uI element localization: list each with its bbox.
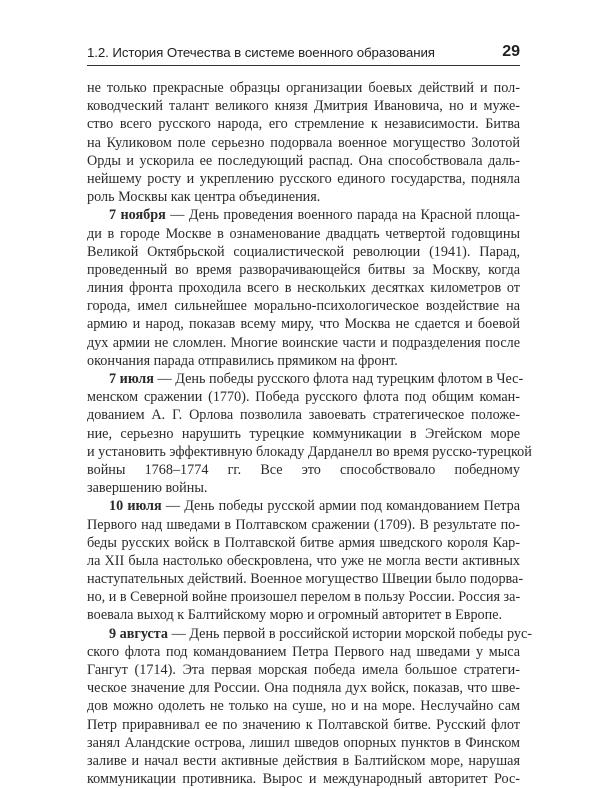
intro-paragraph <box>87 79 520 206</box>
text-line: заливе и начал вести активные действия в Балтийском море, нарушая <box>87 752 520 769</box>
text-line: ческое значение для России. Она подняла дух войск, показав, что шве- <box>87 680 520 697</box>
text-line: не только прекрасные образцы организации боевых действий и пол- <box>87 80 520 96</box>
text-line: Великой Октябрьской социалистической революции (1941). Парад, <box>87 243 520 260</box>
entry-date: 7 ноября <box>109 207 166 224</box>
text-line: ского флота под командованием Петра Первого над шведами у мыса <box>87 643 520 660</box>
text-line: дух армии не сломлен. Многие воинские части и подразделения после <box>87 334 520 351</box>
text-line: ла XII была настолько обескровлена, что уже не могла вести активных <box>87 552 520 569</box>
text-line: нейшему росту и укреплению русского единого государства, подняла <box>87 170 520 187</box>
text-line: дов можно одолеть не только на суше, но и на море. Неслучайно сам <box>87 698 520 715</box>
entry-date: 7 июля <box>109 371 154 387</box>
entry-first-line <box>87 625 532 643</box>
entry-first-text: — День победы русского флота над турецким флотом в Чес- <box>153 371 524 387</box>
text-line: ние, серьезно нарушить турецкие коммуникации в Эгейском море <box>87 425 520 442</box>
entry-first-line <box>87 370 524 388</box>
text-line: занял Аландские острова, лишил шведов опорных пунктов в Финском <box>87 734 520 751</box>
text-line: и установить эффективную блокаду Дарданелл во время русско-турецкой <box>87 443 532 460</box>
entry-10-july <box>87 497 524 624</box>
section-title: 1.2. История Отечества в системе военного образования <box>87 45 435 60</box>
text-line: войны 1768–1774 гг. Все это способствовало победному <box>87 461 520 478</box>
text-line: на Куликовом поле серьезно подорвала военное могущество Золотой <box>87 134 520 151</box>
text-line: Петр приравнивал ее по значению к Полтавской битве. Русский флот <box>87 716 520 733</box>
text-line: окончания парада отправились прямиком на фронт. <box>87 352 398 369</box>
entry-first-line <box>87 497 520 515</box>
header-rule <box>87 65 520 66</box>
entry-first-text: — День первой в российской истории морской победы рус- <box>168 625 532 642</box>
text-line: Орды и ускорила ее последующий распад. Она способствовала даль- <box>87 152 520 169</box>
text-line: Гангут (1714). Эта первая морская победа имела большое стратеги- <box>87 662 520 678</box>
entry-date: 10 июля <box>109 498 162 515</box>
entry-first-text: — День проведения военного парада на Красной площа- <box>165 207 520 224</box>
page-number: 29 <box>502 43 520 60</box>
entry-date: 9 августа <box>109 625 169 642</box>
running-header <box>87 44 520 64</box>
entry-7-july <box>87 370 532 497</box>
text-line: завершению войны. <box>87 480 208 497</box>
text-line: дованием А. Г. Орлова позволила завоевать стратегическое положе- <box>87 407 520 424</box>
text-line: ство всего русского народа, его стремление к независимости. Битва <box>87 116 520 133</box>
entry-first-line <box>87 206 520 224</box>
text-line: ководческий талант великого князя Дмитрия Ивановича, но и муже- <box>87 98 520 115</box>
entry-first-text: — День победы русской армии под командованием Петра <box>161 498 520 515</box>
text-line: менском сражении (1770). Победа русского флота под общим коман- <box>87 389 520 406</box>
text-line: беды русских войск в Полтавской битве армия шведского короля Кар- <box>87 534 520 551</box>
text-line: проведенный во время разворачивающейся битвы за Москву, когда <box>87 261 520 278</box>
text-line: города, имел сильнейшее морально-психологическое воздействие на <box>87 298 520 315</box>
body-text <box>87 79 532 788</box>
entry-7-november <box>87 206 520 370</box>
text-line: коммуникации противника. Вырос и международный авторитет Рос- <box>87 771 520 788</box>
entry-9-august <box>87 625 532 788</box>
text-line: воевала выход к Балтийскому морю и огромный авторитет в Европе. <box>87 607 503 624</box>
text-line: наступательных действий. Военное могущество Швеции было подорва- <box>87 571 524 588</box>
text-line: армию и народ, показав всему миру, что Москва не сдается и боевой <box>87 316 520 333</box>
text-line: роль Москвы как центра объединения. <box>87 189 321 206</box>
text-line: Первого над шведами в Полтавском сражении (1709). В результате по- <box>87 516 520 533</box>
text-line: ди в городе Москве в ознаменование двадцать четвертой годовщины <box>87 225 520 242</box>
text-line: линия фронта проходила всего в нескольких десятках километров от <box>87 280 520 297</box>
text-line: но, и в Северной войне произошел перелом в пользу России. Россия за- <box>87 589 521 606</box>
